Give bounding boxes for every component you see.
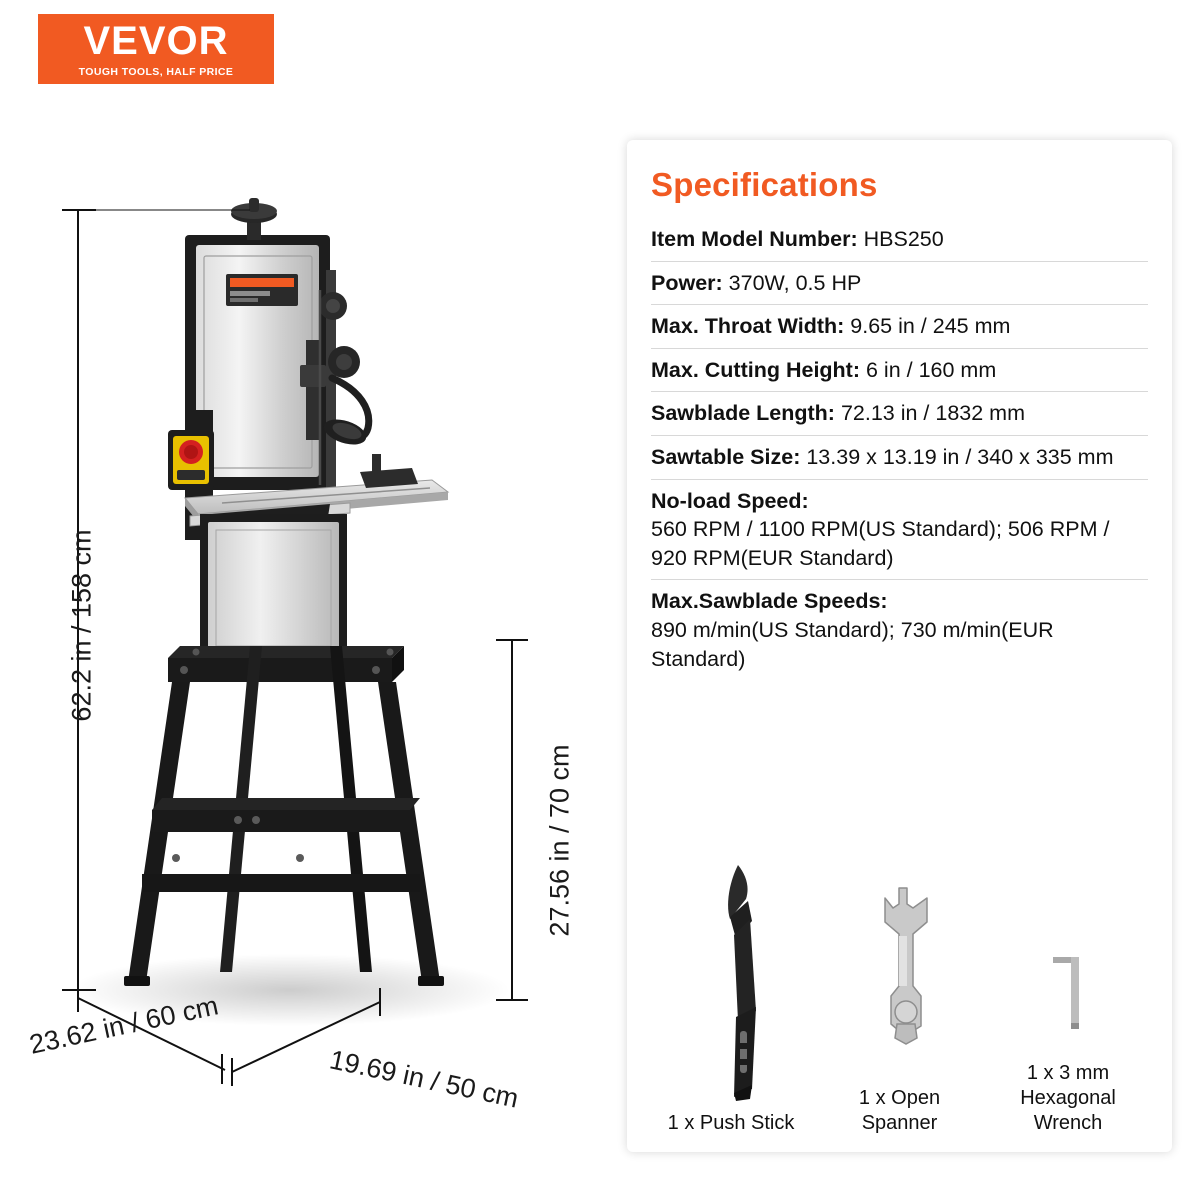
- spec-key: Sawtable Size:: [651, 444, 801, 469]
- spec-value: 890 m/min(US Standard); 730 m/min(EUR Standard): [651, 617, 1054, 671]
- spec-row: [651, 218, 1148, 262]
- spec-value: 560 RPM / 1100 RPM(US Standard); 506 RPM / 920 RPM(EUR Standard): [651, 517, 1110, 570]
- accessories-list: [651, 801, 1148, 1136]
- accessory-item: [651, 851, 811, 1136]
- specifications-panel: [627, 140, 1172, 1152]
- spec-row: [651, 436, 1148, 480]
- spec-row: [651, 392, 1148, 436]
- accessory-caption: 1 x Push Stick: [667, 1112, 795, 1134]
- dimension-depth: [326, 1030, 630, 1114]
- accessory-caption: 1 x Open Spanner: [858, 1087, 941, 1134]
- vevor-logo: [38, 14, 274, 84]
- specifications-title: Specifications: [651, 166, 878, 203]
- spec-key: No-load Speed:: [651, 488, 809, 513]
- spec-key: Item Model Number:: [651, 227, 858, 251]
- accessory-item: [820, 826, 980, 1136]
- spec-value: 9.65 in / 245 mm: [850, 314, 1011, 339]
- spec-value: 6 in / 160 mm: [866, 357, 997, 382]
- push-stick-icon: [686, 851, 776, 1101]
- open-spanner-icon: [855, 826, 945, 1076]
- spec-value: HBS250: [863, 227, 944, 251]
- spec-key: Sawblade Length:: [651, 401, 835, 426]
- spec-row: [651, 262, 1148, 306]
- spec-value: 370W, 0.5 HP: [728, 270, 862, 295]
- dimension-depth-label: 19.69 in / 50 cm: [326, 1044, 522, 1114]
- accessory-item: [988, 801, 1148, 1136]
- accessory-caption: 1 x 3 mm Hexagonal Wrench: [1020, 1062, 1116, 1134]
- spec-key: Max. Throat Width:: [651, 314, 845, 339]
- brand-tagline: TOUGH TOOLS, HALF PRICE: [78, 65, 234, 78]
- dimension-height: [30, 220, 150, 1110]
- spec-key: Max.Sawblade Speeds:: [651, 589, 888, 614]
- spec-row: [651, 305, 1148, 349]
- spec-row: [651, 480, 1148, 581]
- spec-value: 13.39 x 13.19 in / 340 x 335 mm: [806, 444, 1114, 469]
- dimension-stand-height-label: 27.56 in / 70 cm: [544, 744, 575, 937]
- hexagonal-wrench-icon: [1023, 801, 1113, 1051]
- spec-row: [651, 349, 1148, 393]
- brand-wordmark: VEVOR: [83, 18, 229, 63]
- dimension-width-label: 23.62 in / 60 cm: [26, 990, 221, 1060]
- spec-value: 72.13 in / 1832 mm: [840, 401, 1026, 426]
- spec-key: Max. Cutting Height:: [651, 357, 861, 382]
- dimension-stand-height: [480, 640, 610, 1060]
- dimension-width: [26, 990, 360, 1090]
- product-illustration: [0, 110, 620, 1200]
- spec-key: Power:: [651, 270, 723, 295]
- spec-row: [651, 580, 1148, 680]
- dimension-height-label: 62.2 in / 158 cm: [66, 529, 97, 722]
